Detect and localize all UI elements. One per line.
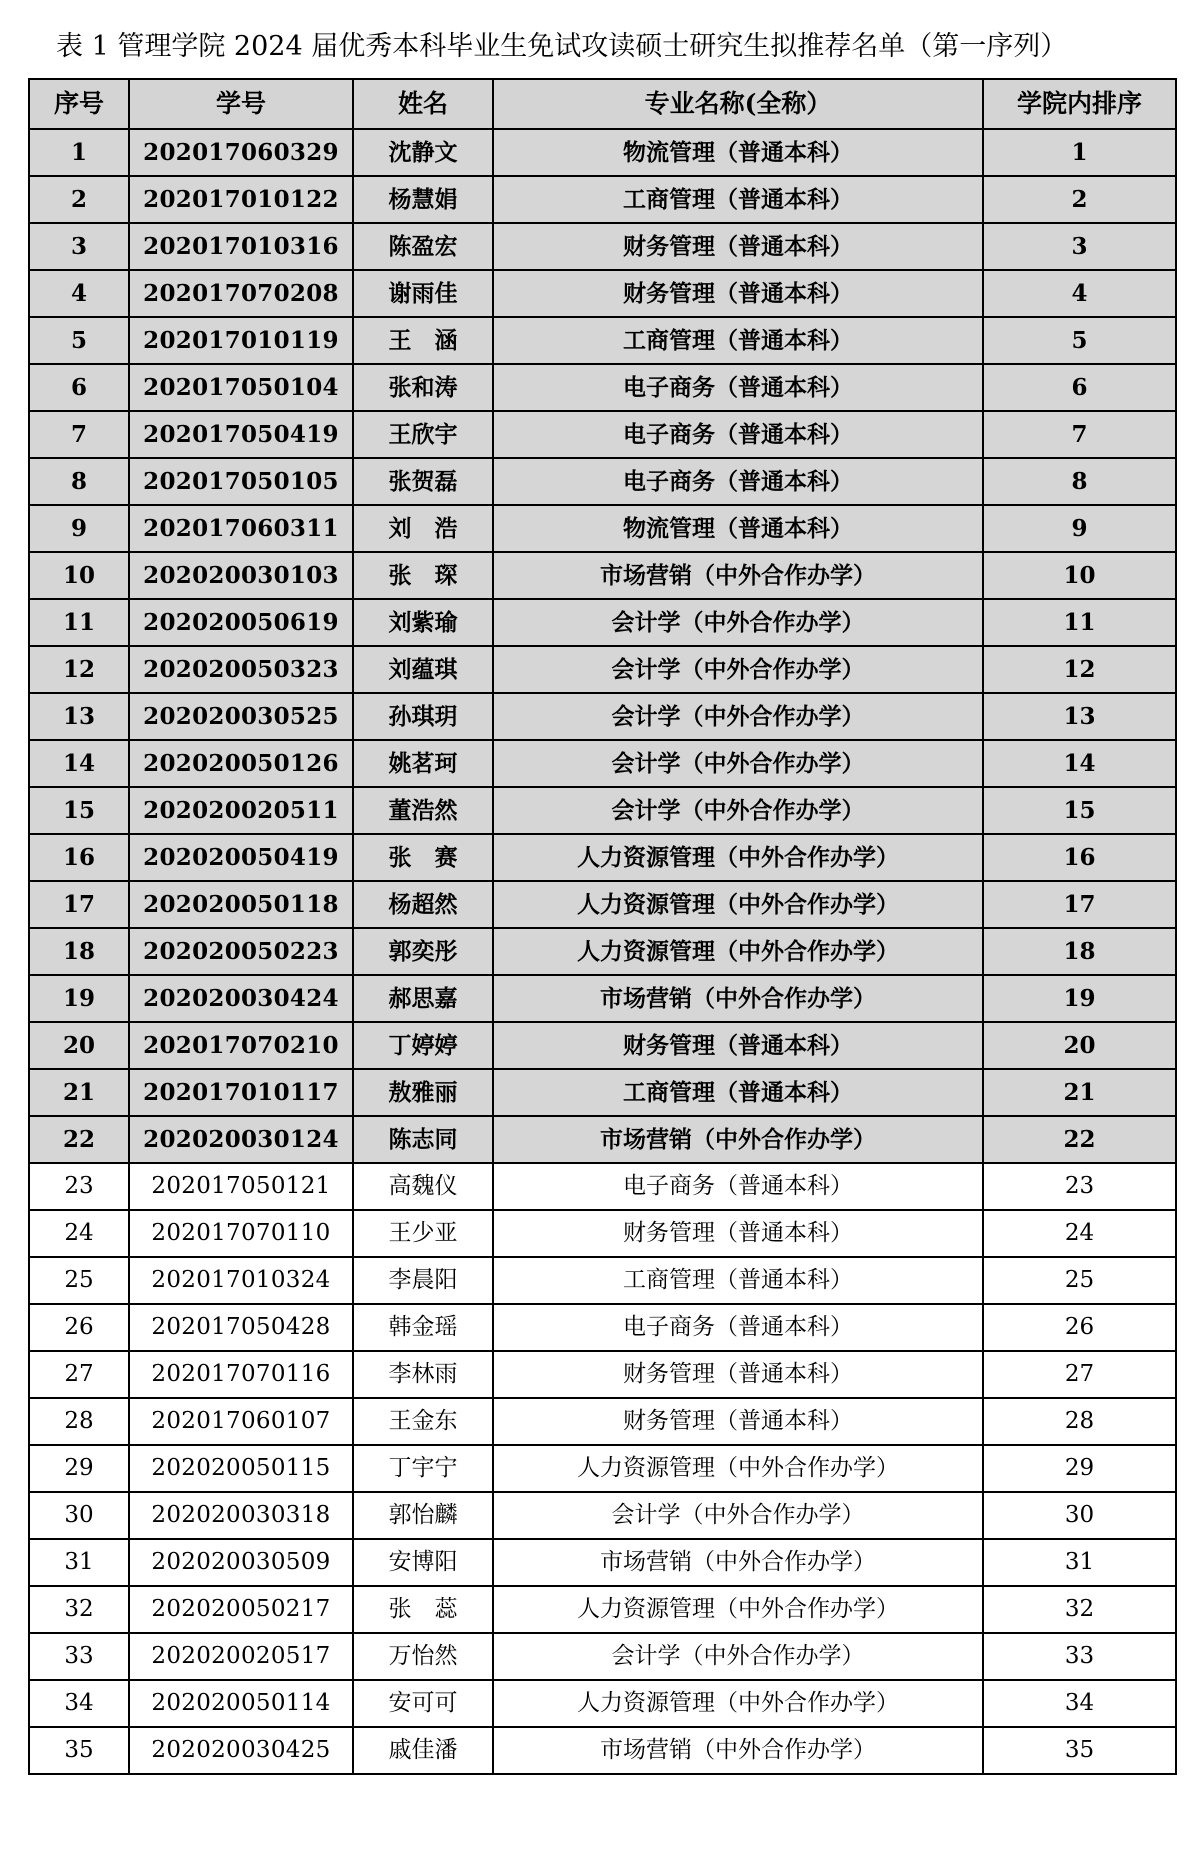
row-name: 高魏仪 (353, 1163, 493, 1210)
row-seq: 14 (29, 740, 129, 787)
row-name: 王金东 (353, 1398, 493, 1445)
table-row (29, 740, 1176, 787)
row-student-id: 202020020517 (129, 1633, 353, 1680)
row-student-id: 202020020511 (129, 787, 353, 834)
row-seq: 13 (29, 693, 129, 740)
row-major: 人力资源管理（中外合作办学） (493, 1445, 983, 1492)
row-name: 丁宇宁 (353, 1445, 493, 1492)
table-row (29, 787, 1176, 834)
row-name: 丁婷婷 (353, 1022, 493, 1069)
column-header-rank: 学院内排序 (983, 79, 1176, 129)
table-title: 表 1 管理学院 2024 届优秀本科毕业生免试攻读硕士研究生拟推荐名单（第一序列） (56, 31, 1068, 62)
row-major: 会计学（中外合作办学） (493, 1633, 983, 1680)
row-major: 市场营销（中外合作办学） (493, 1539, 983, 1586)
row-major: 人力资源管理（中外合作办学） (493, 834, 983, 881)
table-row (29, 1492, 1176, 1539)
row-rank: 13 (983, 693, 1176, 740)
row-student-id: 202020050619 (129, 599, 353, 646)
row-name: 李林雨 (353, 1351, 493, 1398)
row-rank: 3 (983, 223, 1176, 270)
table-row (29, 317, 1176, 364)
table-row (29, 1163, 1176, 1210)
row-rank: 11 (983, 599, 1176, 646)
row-seq: 8 (29, 458, 129, 505)
row-rank: 14 (983, 740, 1176, 787)
row-name: 谢雨佳 (353, 270, 493, 317)
row-major: 财务管理（普通本科） (493, 1351, 983, 1398)
table-row (29, 1257, 1176, 1304)
row-student-id: 202020030124 (129, 1116, 353, 1163)
row-name: 刘蕴琪 (353, 646, 493, 693)
row-seq: 32 (29, 1586, 129, 1633)
row-rank: 4 (983, 270, 1176, 317)
row-seq: 7 (29, 411, 129, 458)
row-seq: 22 (29, 1116, 129, 1163)
row-seq: 16 (29, 834, 129, 881)
row-major: 工商管理（普通本科） (493, 1069, 983, 1116)
row-seq: 18 (29, 928, 129, 975)
row-rank: 21 (983, 1069, 1176, 1116)
table-row (29, 1680, 1176, 1727)
row-major: 财务管理（普通本科） (493, 1398, 983, 1445)
row-name: 李晨阳 (353, 1257, 493, 1304)
row-seq: 31 (29, 1539, 129, 1586)
table-row (29, 1304, 1176, 1351)
row-rank: 8 (983, 458, 1176, 505)
table-row (29, 1116, 1176, 1163)
table-row (29, 1633, 1176, 1680)
row-seq: 9 (29, 505, 129, 552)
row-major: 工商管理（普通本科） (493, 317, 983, 364)
row-student-id: 202017070110 (129, 1210, 353, 1257)
row-name: 张 赛 (353, 834, 493, 881)
table-row (29, 834, 1176, 881)
table-row (29, 411, 1176, 458)
row-major: 物流管理（普通本科） (493, 505, 983, 552)
row-name: 陈志同 (353, 1116, 493, 1163)
row-rank: 22 (983, 1116, 1176, 1163)
table-row (29, 928, 1176, 975)
row-seq: 27 (29, 1351, 129, 1398)
table-row (29, 1022, 1176, 1069)
row-rank: 33 (983, 1633, 1176, 1680)
row-seq: 4 (29, 270, 129, 317)
row-rank: 20 (983, 1022, 1176, 1069)
column-header-major: 专业名称(全称） (493, 79, 983, 129)
row-student-id: 202017010316 (129, 223, 353, 270)
row-name: 孙琪玥 (353, 693, 493, 740)
table-row (29, 881, 1176, 928)
row-rank: 5 (983, 317, 1176, 364)
row-seq: 10 (29, 552, 129, 599)
table-row (29, 364, 1176, 411)
row-rank: 16 (983, 834, 1176, 881)
column-header-student-id: 学号 (129, 79, 353, 129)
row-major: 工商管理（普通本科） (493, 176, 983, 223)
row-student-id: 202017070116 (129, 1351, 353, 1398)
row-rank: 30 (983, 1492, 1176, 1539)
row-seq: 21 (29, 1069, 129, 1116)
row-name: 戚佳潘 (353, 1727, 493, 1774)
row-seq: 5 (29, 317, 129, 364)
row-major: 电子商务（普通本科） (493, 364, 983, 411)
row-name: 敖雅丽 (353, 1069, 493, 1116)
row-name: 韩金瑶 (353, 1304, 493, 1351)
row-major: 电子商务（普通本科） (493, 1304, 983, 1351)
row-rank: 9 (983, 505, 1176, 552)
row-student-id: 202020050323 (129, 646, 353, 693)
table-row (29, 1727, 1176, 1774)
row-student-id: 202020050126 (129, 740, 353, 787)
row-student-id: 202017010119 (129, 317, 353, 364)
row-student-id: 202017050105 (129, 458, 353, 505)
table-row (29, 599, 1176, 646)
row-seq: 25 (29, 1257, 129, 1304)
row-name: 安可可 (353, 1680, 493, 1727)
row-major: 电子商务（普通本科） (493, 411, 983, 458)
row-major: 市场营销（中外合作办学） (493, 552, 983, 599)
row-student-id: 202020050223 (129, 928, 353, 975)
row-student-id: 202020050217 (129, 1586, 353, 1633)
row-seq: 11 (29, 599, 129, 646)
row-major: 人力资源管理（中外合作办学） (493, 881, 983, 928)
row-seq: 3 (29, 223, 129, 270)
table-row (29, 1398, 1176, 1445)
row-student-id: 202017050419 (129, 411, 353, 458)
row-seq: 15 (29, 787, 129, 834)
row-rank: 23 (983, 1163, 1176, 1210)
row-student-id: 202017050428 (129, 1304, 353, 1351)
row-major: 财务管理（普通本科） (493, 1022, 983, 1069)
row-student-id: 202017050121 (129, 1163, 353, 1210)
row-rank: 7 (983, 411, 1176, 458)
row-seq: 29 (29, 1445, 129, 1492)
table-row (29, 1586, 1176, 1633)
row-rank: 15 (983, 787, 1176, 834)
row-seq: 1 (29, 129, 129, 176)
row-seq: 35 (29, 1727, 129, 1774)
row-seq: 23 (29, 1163, 129, 1210)
row-seq: 19 (29, 975, 129, 1022)
row-student-id: 202017010117 (129, 1069, 353, 1116)
row-name: 郝思嘉 (353, 975, 493, 1022)
row-rank: 19 (983, 975, 1176, 1022)
table-header-row (29, 79, 1176, 129)
row-name: 万怡然 (353, 1633, 493, 1680)
row-seq: 2 (29, 176, 129, 223)
row-name: 安博阳 (353, 1539, 493, 1586)
row-rank: 2 (983, 176, 1176, 223)
row-name: 郭奕彤 (353, 928, 493, 975)
table-row (29, 505, 1176, 552)
row-name: 王欣宇 (353, 411, 493, 458)
row-student-id: 202017070210 (129, 1022, 353, 1069)
row-rank: 32 (983, 1586, 1176, 1633)
row-seq: 6 (29, 364, 129, 411)
row-seq: 24 (29, 1210, 129, 1257)
row-major: 会计学（中外合作办学） (493, 787, 983, 834)
row-name: 张 琛 (353, 552, 493, 599)
row-rank: 24 (983, 1210, 1176, 1257)
row-major: 人力资源管理（中外合作办学） (493, 928, 983, 975)
table-row (29, 1539, 1176, 1586)
row-name: 沈静文 (353, 129, 493, 176)
row-student-id: 202020030425 (129, 1727, 353, 1774)
row-major: 物流管理（普通本科） (493, 129, 983, 176)
row-seq: 30 (29, 1492, 129, 1539)
table-row (29, 646, 1176, 693)
row-student-id: 202020030525 (129, 693, 353, 740)
row-name: 刘紫瑜 (353, 599, 493, 646)
row-major: 电子商务（普通本科） (493, 1163, 983, 1210)
row-major: 财务管理（普通本科） (493, 1210, 983, 1257)
row-seq: 26 (29, 1304, 129, 1351)
row-student-id: 202020030424 (129, 975, 353, 1022)
row-student-id: 202017060329 (129, 129, 353, 176)
row-student-id: 202017060311 (129, 505, 353, 552)
row-seq: 20 (29, 1022, 129, 1069)
row-name: 杨慧娟 (353, 176, 493, 223)
table-row (29, 1210, 1176, 1257)
table-row (29, 1445, 1176, 1492)
row-student-id: 202020050419 (129, 834, 353, 881)
row-student-id: 202020050114 (129, 1680, 353, 1727)
row-major: 会计学（中外合作办学） (493, 740, 983, 787)
row-name: 杨超然 (353, 881, 493, 928)
recommendation-roster-table (28, 78, 1177, 1775)
row-name: 刘 浩 (353, 505, 493, 552)
row-student-id: 202020030509 (129, 1539, 353, 1586)
table-row (29, 1351, 1176, 1398)
row-rank: 10 (983, 552, 1176, 599)
row-rank: 28 (983, 1398, 1176, 1445)
row-rank: 27 (983, 1351, 1176, 1398)
row-rank: 31 (983, 1539, 1176, 1586)
column-header-name: 姓名 (353, 79, 493, 129)
row-seq: 17 (29, 881, 129, 928)
row-name: 董浩然 (353, 787, 493, 834)
row-rank: 35 (983, 1727, 1176, 1774)
row-student-id: 202017060107 (129, 1398, 353, 1445)
row-name: 张贺磊 (353, 458, 493, 505)
row-major: 会计学（中外合作办学） (493, 599, 983, 646)
row-student-id: 202017010122 (129, 176, 353, 223)
row-rank: 18 (983, 928, 1176, 975)
row-rank: 12 (983, 646, 1176, 693)
row-name: 王少亚 (353, 1210, 493, 1257)
row-major: 人力资源管理（中外合作办学） (493, 1586, 983, 1633)
row-name: 陈盈宏 (353, 223, 493, 270)
table-row (29, 223, 1176, 270)
row-major: 市场营销（中外合作办学） (493, 1116, 983, 1163)
row-student-id: 202017070208 (129, 270, 353, 317)
table-row (29, 458, 1176, 505)
table-row (29, 129, 1176, 176)
row-student-id: 202020050115 (129, 1445, 353, 1492)
row-major: 市场营销（中外合作办学） (493, 1727, 983, 1774)
table-row (29, 552, 1176, 599)
row-major: 人力资源管理（中外合作办学） (493, 1680, 983, 1727)
row-rank: 25 (983, 1257, 1176, 1304)
table-row (29, 176, 1176, 223)
row-rank: 6 (983, 364, 1176, 411)
row-rank: 1 (983, 129, 1176, 176)
row-student-id: 202020030318 (129, 1492, 353, 1539)
row-name: 张和涛 (353, 364, 493, 411)
row-student-id: 202020030103 (129, 552, 353, 599)
row-major: 市场营销（中外合作办学） (493, 975, 983, 1022)
row-name: 张 蕊 (353, 1586, 493, 1633)
row-seq: 33 (29, 1633, 129, 1680)
row-name: 王 涵 (353, 317, 493, 364)
row-rank: 29 (983, 1445, 1176, 1492)
row-rank: 34 (983, 1680, 1176, 1727)
row-seq: 12 (29, 646, 129, 693)
row-seq: 28 (29, 1398, 129, 1445)
row-major: 工商管理（普通本科） (493, 1257, 983, 1304)
row-name: 郭怡麟 (353, 1492, 493, 1539)
table-row (29, 270, 1176, 317)
table-row (29, 1069, 1176, 1116)
row-rank: 26 (983, 1304, 1176, 1351)
row-student-id: 202017010324 (129, 1257, 353, 1304)
table-row (29, 693, 1176, 740)
row-student-id: 202020050118 (129, 881, 353, 928)
table-header (29, 79, 1176, 129)
row-rank: 17 (983, 881, 1176, 928)
row-major: 电子商务（普通本科） (493, 458, 983, 505)
row-student-id: 202017050104 (129, 364, 353, 411)
row-major: 会计学（中外合作办学） (493, 1492, 983, 1539)
table-body (29, 129, 1176, 1774)
row-major: 会计学（中外合作办学） (493, 646, 983, 693)
row-seq: 34 (29, 1680, 129, 1727)
column-header-seq: 序号 (29, 79, 129, 129)
row-major: 财务管理（普通本科） (493, 223, 983, 270)
row-major: 财务管理（普通本科） (493, 270, 983, 317)
row-major: 会计学（中外合作办学） (493, 693, 983, 740)
table-row (29, 975, 1176, 1022)
row-name: 姚茗珂 (353, 740, 493, 787)
